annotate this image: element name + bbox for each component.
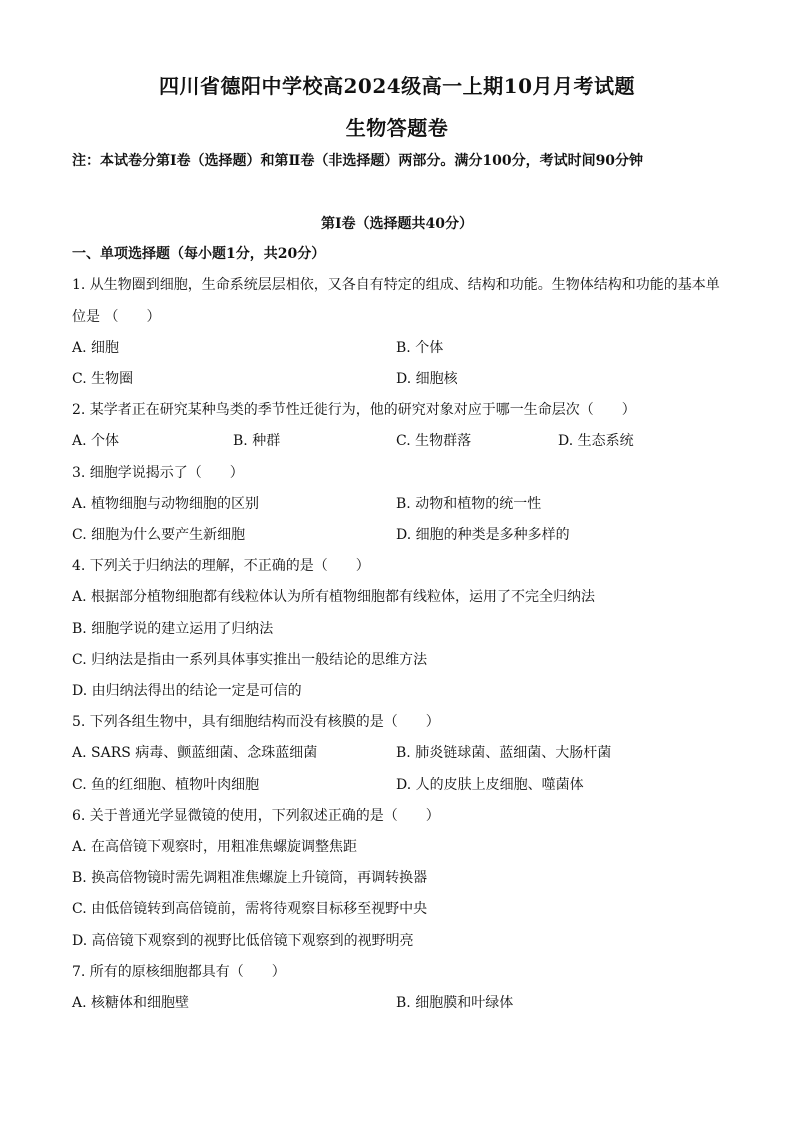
q2-option-b: B. 种群 (233, 433, 281, 449)
q3-option-a: A. 植物细胞与动物细胞的区别 (72, 496, 260, 512)
exam-note: 注：本试卷分第Ⅰ卷（选择题）和第Ⅱ卷（非选择题）两部分。满分100分，考试时间90分钟 (72, 153, 644, 169)
q3-option-b: B. 动物和植物的统一性 (396, 496, 542, 512)
q4-stem: 4. 下列关于归纳法的理解，不正确的是（ ） (72, 558, 370, 574)
q1-option-b: B. 个体 (396, 340, 444, 356)
q6-option-d: D. 高倍镜下观察到的视野比低倍镜下观察到的视野明亮 (72, 933, 414, 949)
q3-stem: 3. 细胞学说揭示了（ ） (72, 465, 244, 481)
q1-option-a: A. 细胞 (72, 340, 120, 356)
q3-option-c: C. 细胞为什么要产生新细胞 (72, 527, 246, 543)
q5-option-c: C. 鱼的红细胞、植物叶肉细胞 (72, 777, 260, 793)
q5-option-d: D. 人的皮肤上皮细胞、噬菌体 (396, 777, 584, 793)
exam-subtitle: 生物答题卷 (345, 116, 449, 140)
q7-option-a: A. 核糖体和细胞壁 (72, 995, 190, 1011)
q4-option-a: A. 根据部分植物细胞都有线粒体认为所有植物细胞都有线粒体，运用了不完全归纳法 (72, 589, 596, 605)
q2-option-a: A. 个体 (72, 433, 120, 449)
q4-option-b: B. 细胞学说的建立运用了归纳法 (72, 621, 274, 637)
q1-stem-line1: 1. 从生物圈到细胞，生命系统层层相依，又各自有特定的组成、结构和功能。生物体结构和功能的基本单 (72, 277, 720, 293)
q6-option-a: A. 在高倍镜下观察时，用粗准焦螺旋调整焦距 (72, 839, 358, 855)
q7-option-b: B. 细胞膜和叶绿体 (396, 995, 514, 1011)
q3-option-d: D. 细胞的种类是多种多样的 (396, 527, 570, 543)
q4-option-c: C. 归纳法是指由一系列具体事实推出一般结论的思维方法 (72, 652, 428, 668)
part1-heading: 第Ⅰ卷（选择题共40分） (320, 216, 474, 232)
q7-stem: 7. 所有的原核细胞都具有（ ） (72, 964, 286, 980)
q6-stem: 6. 关于普通光学显微镜的使用，下列叙述正确的是（ ） (72, 808, 440, 824)
q5-stem: 5. 下列各组生物中，具有细胞结构而没有核膜的是（ ） (72, 714, 440, 730)
q5-option-b: B. 肺炎链球菌、蓝细菌、大肠杆菌 (396, 745, 612, 761)
q2-option-d: D. 生态系统 (558, 433, 634, 449)
q5-option-a: A. SARS 病毒、颤蓝细菌、念珠蓝细菌 (72, 745, 318, 761)
q6-option-b: B. 换高倍物镜时需先调粗准焦螺旋上升镜筒，再调转换器 (72, 870, 428, 886)
exam-title: 四川省德阳中学校高2024级高一上期10月月考试题 (159, 74, 635, 98)
q1-stem-line2: 位是 （ ） (72, 309, 161, 325)
q4-option-d: D. 由归纳法得出的结论一定是可信的 (72, 683, 302, 699)
section1-heading: 一、单项选择题（每小题1分，共20分） (72, 246, 326, 262)
q6-option-c: C. 由低倍镜转到高倍镜前，需将待观察目标移至视野中央 (72, 901, 428, 917)
q1-option-d: D. 细胞核 (396, 371, 458, 387)
q2-option-c: C. 生物群落 (396, 433, 472, 449)
q2-stem: 2. 某学者正在研究某种鸟类的季节性迁徙行为，他的研究对象对应于哪一生命层次（ ） (72, 402, 636, 418)
q1-option-c: C. 生物圈 (72, 371, 134, 387)
